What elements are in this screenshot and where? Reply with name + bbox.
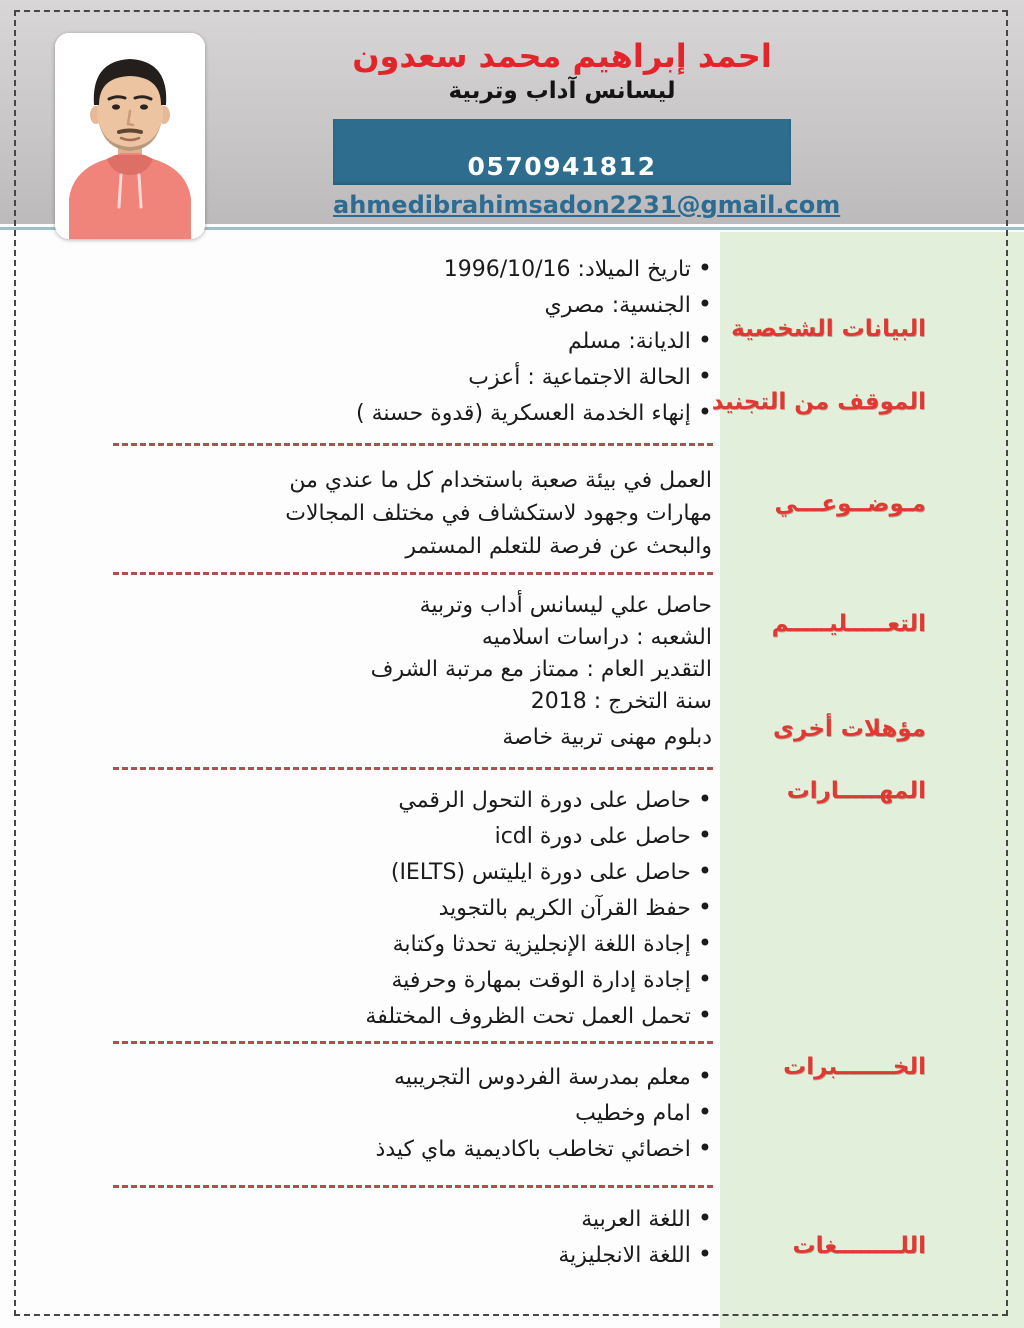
sidebar-heading-military-status: الموقف من التجنيد — [711, 389, 926, 415]
education-item: سنة التخرج : 2018 — [530, 689, 712, 714]
person-avatar-graphic — [55, 33, 205, 239]
profile-photo — [55, 33, 205, 239]
experience-list — [95, 1059, 712, 1167]
experience-item: • معلم بمدرسة الفردوس التجريبيه — [95, 1059, 712, 1095]
personal-item: • الديانة: مسلم — [95, 323, 712, 359]
education-item: التقدير العام : ممتاز مع مرتبة الشرف — [370, 657, 712, 682]
section-divider — [113, 572, 713, 575]
objective-line: العمل في بيئة صعبة باستخدام كل ما عندي من — [289, 468, 712, 493]
skill-item: • حاصل على دورة icdl — [95, 818, 712, 854]
skill-item: • حاصل على دورة التحول الرقمي — [95, 782, 712, 818]
personal-item: • الجنسية: مصري — [95, 287, 712, 323]
qualification-item: دبلوم مهنى تربية خاصة — [502, 725, 712, 750]
education-item: الشعبه : دراسات اسلاميه — [481, 625, 712, 650]
sidebar-heading-objective: مـوضــوعـــي — [774, 491, 926, 517]
sidebar-heading-personal-data: البيانات الشخصية — [731, 316, 926, 342]
language-item: • اللغة الانجليزية — [95, 1237, 712, 1273]
experience-item: • امام وخطيب — [95, 1095, 712, 1131]
skill-item: • حاصل على دورة ايليتس (IELTS) — [95, 854, 712, 890]
section-divider — [113, 1041, 713, 1044]
skill-item: • إجادة إدارة الوقت بمهارة وحرفية — [95, 962, 712, 998]
languages-list — [95, 1201, 712, 1273]
skill-item: • حفظ القرآن الكريم بالتجويد — [95, 890, 712, 926]
header — [0, 0, 1024, 224]
skill-item: • إجادة اللغة الإنجليزية تحدثا وكتابة — [95, 926, 712, 962]
education-list — [95, 590, 712, 718]
objective-line: والبحث عن فرصة للتعلم المستمر — [405, 534, 712, 559]
personal-item: • تاريخ الميلاد: 1996/10/16 — [95, 251, 712, 287]
personal-item: • إنهاء الخدمة العسكرية (قدوة حسنة ) — [95, 395, 712, 431]
sidebar-heading-skills: المهـــــارات — [786, 778, 926, 804]
section-sidebar — [711, 232, 1024, 1328]
sidebar-heading-education: التعـــــليـــــم — [771, 611, 926, 637]
personal-item: • الحالة الاجتماعية : أعزب — [95, 359, 712, 395]
header-titles — [333, 36, 791, 104]
candidate-name: احمد إبراهيم محمد سعدون — [352, 37, 772, 75]
personal-data-list — [95, 251, 712, 431]
other-qualifications-list — [95, 722, 712, 754]
skill-item: • تحمل العمل تحت الظروف المختلفة — [95, 998, 712, 1034]
email-link[interactable]: ahmedibrahimsadon2231@gmail.com — [333, 191, 841, 219]
sidebar-heading-experience: الخـــــــبرات — [783, 1054, 926, 1080]
phone-bar — [333, 119, 791, 185]
language-item: • اللغة العربية — [95, 1201, 712, 1237]
objective-line: مهارات وجهود لاستكشاف في مختلف المجالات — [285, 501, 712, 526]
section-divider — [113, 767, 713, 770]
section-divider — [113, 443, 713, 446]
sidebar-heading-other-qualifications: مؤهلات أخرى — [772, 716, 926, 742]
education-item: حاصل علي ليسانس أداب وتربية — [419, 593, 712, 618]
phone-number: 0570941812 — [467, 152, 657, 181]
sidebar-heading-languages: اللــــــــغات — [792, 1233, 926, 1259]
skills-list — [95, 782, 712, 1034]
experience-item: • اخصائي تخاطب باكاديمية ماي كيدذ — [95, 1131, 712, 1167]
objective-text — [95, 464, 712, 563]
candidate-degree: ليسانس آداب وتربية — [448, 78, 676, 104]
section-divider — [113, 1185, 713, 1188]
